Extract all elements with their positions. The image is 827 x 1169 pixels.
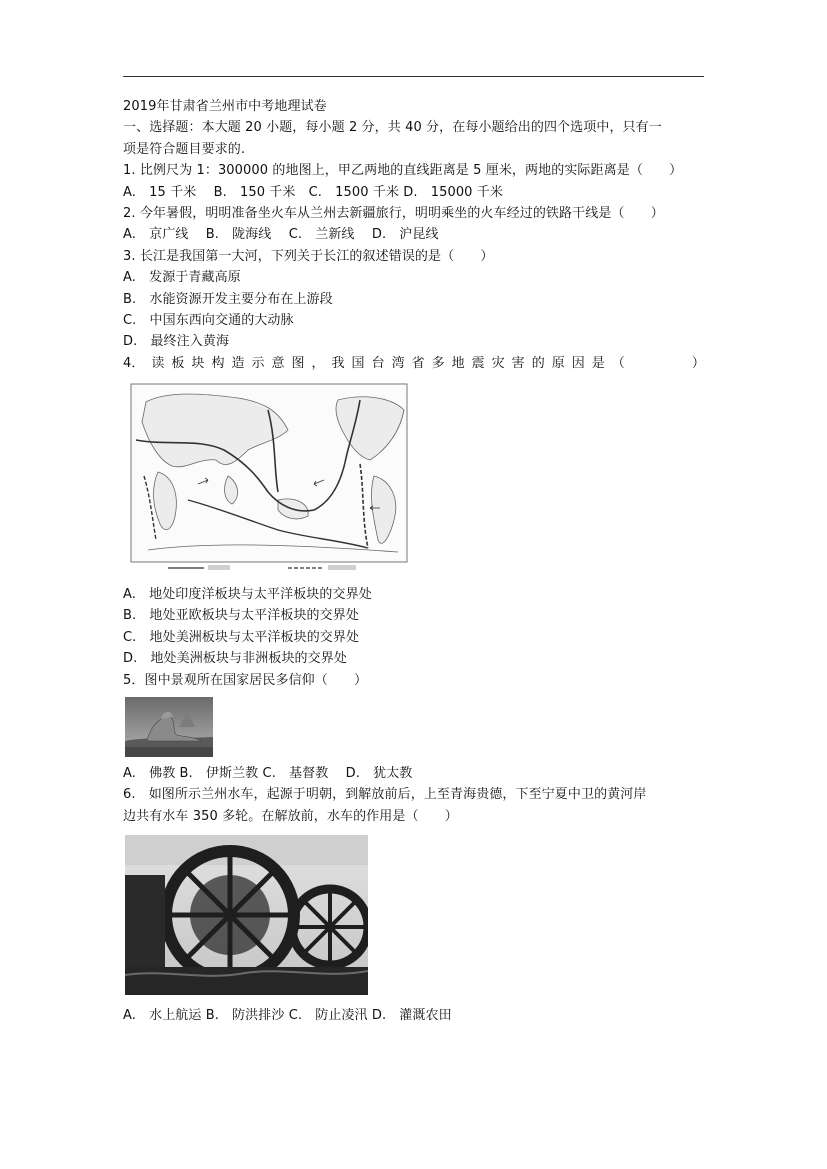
question-4-stem-char: 害 [511, 355, 525, 371]
question-4-stem-char: 构 [211, 355, 225, 371]
question-4-stem-char: 地 [451, 355, 465, 371]
section-instruction-line-2: 项是符合题目要求的. [123, 141, 246, 157]
question-4-stem-char: 4． [123, 355, 145, 371]
question-4-stem-char: 原 [551, 355, 565, 371]
question-4-stem-char: 板 [171, 355, 185, 371]
question-4-stem-char [632, 353, 645, 374]
question-1-options: A. 15 千米 B. 150 千米 C. 1500 千米 D. 15000 千米 [123, 184, 503, 200]
question-5-stem: 5．图中景观所在国家居民多信仰（ ） [123, 672, 368, 688]
question-4-stem-char: ） [691, 355, 705, 371]
question-3-option-d: D. 最终注入黄海 [123, 334, 230, 350]
question-4-stem-char: 台 [371, 355, 385, 371]
question-2-options: A. 京广线 B. 陇海线 C. 兰新线 D. 沪昆线 [123, 227, 439, 243]
question-4-stem-char: 震 [471, 355, 485, 371]
header-rule [123, 76, 704, 77]
question-4-stem-char: 的 [531, 355, 545, 371]
question-4-stem-char: 图 [291, 355, 305, 371]
question-4-option-c: C. 地处美洲板块与太平洋板块的交界处 [123, 629, 360, 645]
question-4-stem-char: 是 [591, 355, 605, 371]
question-4-stem-char: ， [311, 355, 325, 371]
question-4-stem-char: 湾 [391, 355, 405, 371]
water-wheel-photo-image [125, 835, 368, 995]
question-4-stem-char: 块 [191, 355, 205, 371]
question-4-stem-char [652, 353, 665, 374]
question-4-option-a: A. 地处印度洋板块与太平洋板块的交界处 [123, 587, 372, 603]
question-2-stem: 2. 今年暑假，明明准备坐火车从兰州去新疆旅行，明明乘坐的火车经过的铁路干线是（ ） [123, 205, 664, 221]
question-4-stem-char: 意 [271, 355, 285, 371]
question-4-stem-char: 示 [251, 355, 265, 371]
question-4-stem-char: 我 [331, 355, 345, 371]
question-3-option-c: C. 中国东西向交通的大动脉 [123, 312, 294, 328]
question-4-stem-char: 灾 [491, 355, 505, 371]
question-4-option-d: D. 地处美洲板块与非洲板块的交界处 [123, 651, 347, 667]
question-4-stem-char: 国 [351, 355, 365, 371]
question-4-option-b: B. 地处亚欧板块与太平洋板块的交界处 [123, 608, 359, 624]
exam-title: 2019年甘肃省兰州市中考地理试卷 [123, 99, 327, 114]
sphinx-photo [125, 697, 213, 757]
plate-map-drawing [128, 380, 410, 576]
question-6-stem-line-1: 6. 如图所示兰州水车，起源于明朝，到解放前后，上至青海贵德，下至宁夏中卫的黄河岸 [123, 787, 647, 803]
question-4-stem-char: 造 [231, 355, 245, 371]
question-4-stem-char: （ [611, 355, 625, 371]
question-5-options: A. 佛教 B. 伊斯兰教 C. 基督教 D. 犹太教 [123, 766, 413, 782]
water-wheel-photo [125, 835, 368, 995]
question-4-stem-char: 多 [431, 355, 445, 371]
question-6-options: A. 水上航运 B. 防洪排沙 C. 防止凌汛 D. 灌溉农田 [123, 1008, 452, 1024]
exam-page [123, 96, 705, 1027]
question-1-stem: 1. 比例尺为 1：300000 的地图上，甲乙两地的直线距离是 5 厘米，两地的实际距离是（ ） [123, 163, 683, 179]
question-6-stem-line-2: 边共有水车 350 多轮。在解放前，水车的作用是（ ） [123, 808, 458, 824]
sphinx-photo-image [125, 697, 213, 757]
question-3-option-b: B. 水能资源开发主要分布在上游段 [123, 291, 333, 307]
question-4-stem-char: 读 [151, 355, 165, 371]
question-4-stem-char [672, 353, 685, 374]
question-3-option-a: A. 发源于青藏高原 [123, 270, 241, 286]
question-4-stem-char: 因 [571, 355, 585, 371]
question-3-stem: 3. 长江是我国第一大河，下列关于长江的叙述错误的是（ ） [123, 248, 494, 264]
section-instruction-line-1: 一、选择题：本大题 20 小题，每小题 2 分，共 40 分，在每小题给出的四个选项中，只有一 [123, 120, 662, 136]
plate-tectonics-map [128, 380, 410, 576]
question-4-stem-char: 省 [411, 355, 425, 371]
question-4-stem [123, 353, 705, 374]
